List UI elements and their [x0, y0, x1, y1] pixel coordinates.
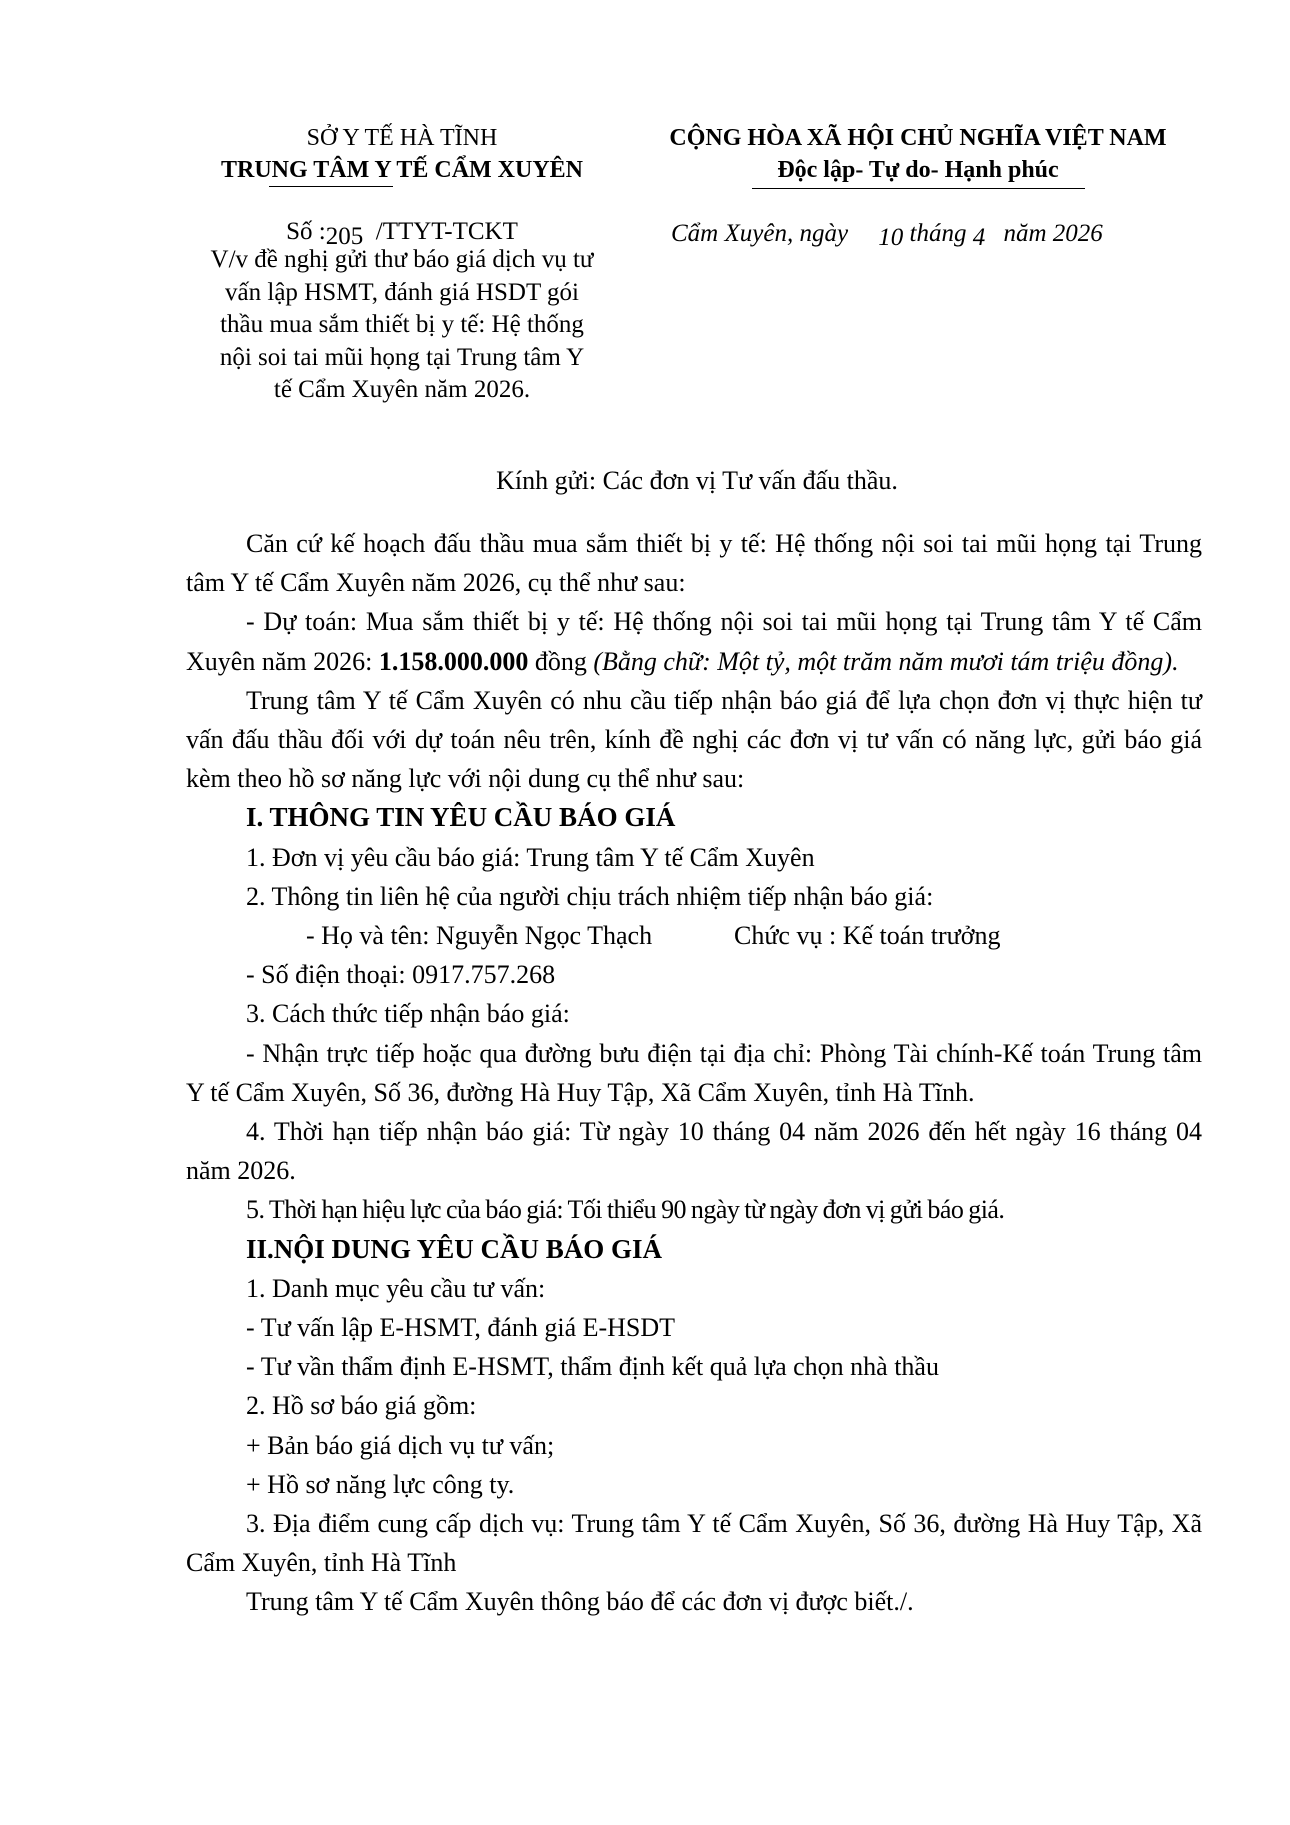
document-body	[186, 524, 1202, 1622]
s2-item2a: + Bản báo giá dịch vụ tư vấn;	[246, 1430, 555, 1460]
subject-line: vấn lập HSMT, đánh giá HSDT gói	[225, 278, 579, 306]
closing: Trung tâm Y tế Cẩm Xuyên thông báo để các đơn vị được biết./.	[246, 1587, 914, 1617]
estimate-amount: 1.158.000.000	[378, 646, 529, 676]
organization-name: TRUNG TÂM Y TẾ CẨM XUYÊN	[220, 157, 584, 183]
number-prefix: Số :	[286, 218, 326, 245]
subject-line: nội soi tai mũi họng tại Trung tâm Y	[219, 343, 585, 371]
estimate-paragraph	[186, 602, 1202, 680]
intro-paragraph: Căn cứ kế hoạch đấu thầu mua sắm thiết bị y tế: Hệ thống nội soi tai mũi họng tại Trung tâm Y tế Cẩm Xuyên năm 2026, cụ thể như sau:	[186, 529, 1202, 598]
contact-position: Chức vụ : Kế toán trưởng	[734, 921, 1001, 951]
s2-item3: 3. Địa điểm cung cấp dịch vụ: Trung tâm Y tế Cẩm Xuyên, Số 36, đường Hà Huy Tập, Xã Cẩm Xuyên, tỉnh Hà Tĩnh	[186, 1509, 1202, 1578]
s1-item2: 2. Thông tin liên hệ của người chịu trách nhiệm tiếp nhận báo giá:	[246, 881, 934, 911]
s2-item2: 2. Hồ sơ báo giá gồm:	[246, 1391, 477, 1421]
motto-underline	[752, 188, 1085, 189]
ministry-name: SỞ Y TẾ HÀ TĨNH	[306, 125, 498, 151]
s1-phone: - Số điện thoại: 0917.757.268	[246, 960, 556, 990]
number-suffix: /TTYT-TCKT	[375, 218, 518, 245]
subject	[211, 244, 594, 407]
date-day: 10	[878, 224, 904, 251]
s1-contact	[186, 916, 1202, 955]
date-place: Cẩm Xuyên, ngày	[671, 220, 849, 247]
estimate-words: (Bằng chữ: Một tỷ, một trăm năm mươi tám triệu đồng).	[593, 646, 1179, 676]
s1-item4: 4. Thời hạn tiếp nhận báo giá: Từ ngày 10 tháng 04 năm 2026 đến hết ngày 16 tháng 04 năm 2026.	[186, 1117, 1202, 1186]
recipient: Kính gửi: Các đơn vị Tư vấn đấu thầu.	[496, 466, 898, 495]
date-month-label: tháng	[909, 220, 967, 247]
motto: Độc lập- Tự do- Hạnh phúc	[777, 157, 1059, 183]
date-month: 4	[972, 224, 986, 251]
section2-title: II.NỘI DUNG YÊU CẦU BÁO GIÁ	[246, 1233, 663, 1264]
number-value: 205	[325, 223, 364, 250]
subject-line: V/v đề nghị gửi thư báo giá dịch vụ tư	[210, 246, 594, 273]
s1-item1: 1. Đơn vị yêu cầu báo giá: Trung tâm Y tế Cẩm Xuyên	[246, 842, 815, 872]
s2-item1b: - Tư vần thẩm định E-HSMT, thẩm định kết quả lựa chọn nhà thầu	[246, 1352, 939, 1382]
subject-line: tế Cẩm Xuyên năm 2026.	[273, 376, 531, 404]
s2-item1a: - Tư vấn lập E-HSMT, đánh giá E-HSDT	[246, 1313, 676, 1343]
request-paragraph: Trung tâm Y tế Cẩm Xuyên có nhu cầu tiếp nhận báo giá để lựa chọn đơn vị thực hiện tư vấn đấu thầu đối với dự toán nêu trên, kính đề nghị các đơn vị tư vấn có năng lực, gửi báo giá kèm theo hồ sơ năng lực với nội dung cụ thể như sau:	[186, 685, 1202, 794]
date-year: năm 2026	[1003, 220, 1103, 247]
estimate-unit: đồng	[528, 646, 594, 676]
organization-underline	[269, 186, 393, 187]
s1-item3: 3. Cách thức tiếp nhận báo giá:	[246, 999, 570, 1029]
subject-line: thầu mua sắm thiết bị y tế: Hệ thống	[220, 311, 584, 339]
section1-title: I. THÔNG TIN YÊU CẦU BÁO GIÁ	[246, 802, 676, 833]
s1-address: - Nhận trực tiếp hoặc qua đường bưu điện tại địa chỉ: Phòng Tài chính-Kế toán Trung tâm Y tế Cẩm Xuyên, Số 36, đường Hà Huy Tập, Xã Cẩm Xuyên, tỉnh Hà Tĩnh.	[186, 1038, 1202, 1107]
s2-item1: 1. Danh mục yêu cầu tư vấn:	[246, 1273, 546, 1303]
s1-item5: 5. Thời hạn hiệu lực của báo giá: Tối thiểu 90 ngày từ ngày đơn vị gửi báo giá.	[246, 1195, 1005, 1225]
date-line	[671, 218, 1103, 250]
estimate-text: - Dự toán: Mua sắm thiết bị y tế: Hệ thống nội soi tai mũi họng tại Trung tâm Y tế Cẩm Xuyên năm 2026:	[186, 607, 1202, 676]
contact-name: - Họ và tên: Nguyễn Ngọc Thạch	[306, 921, 653, 951]
nation-title: CỘNG HÒA XÃ HỘI CHỦ NGHĨA VIỆT NAM	[669, 125, 1167, 151]
s2-item2b: + Hồ sơ năng lực công ty.	[246, 1469, 515, 1499]
